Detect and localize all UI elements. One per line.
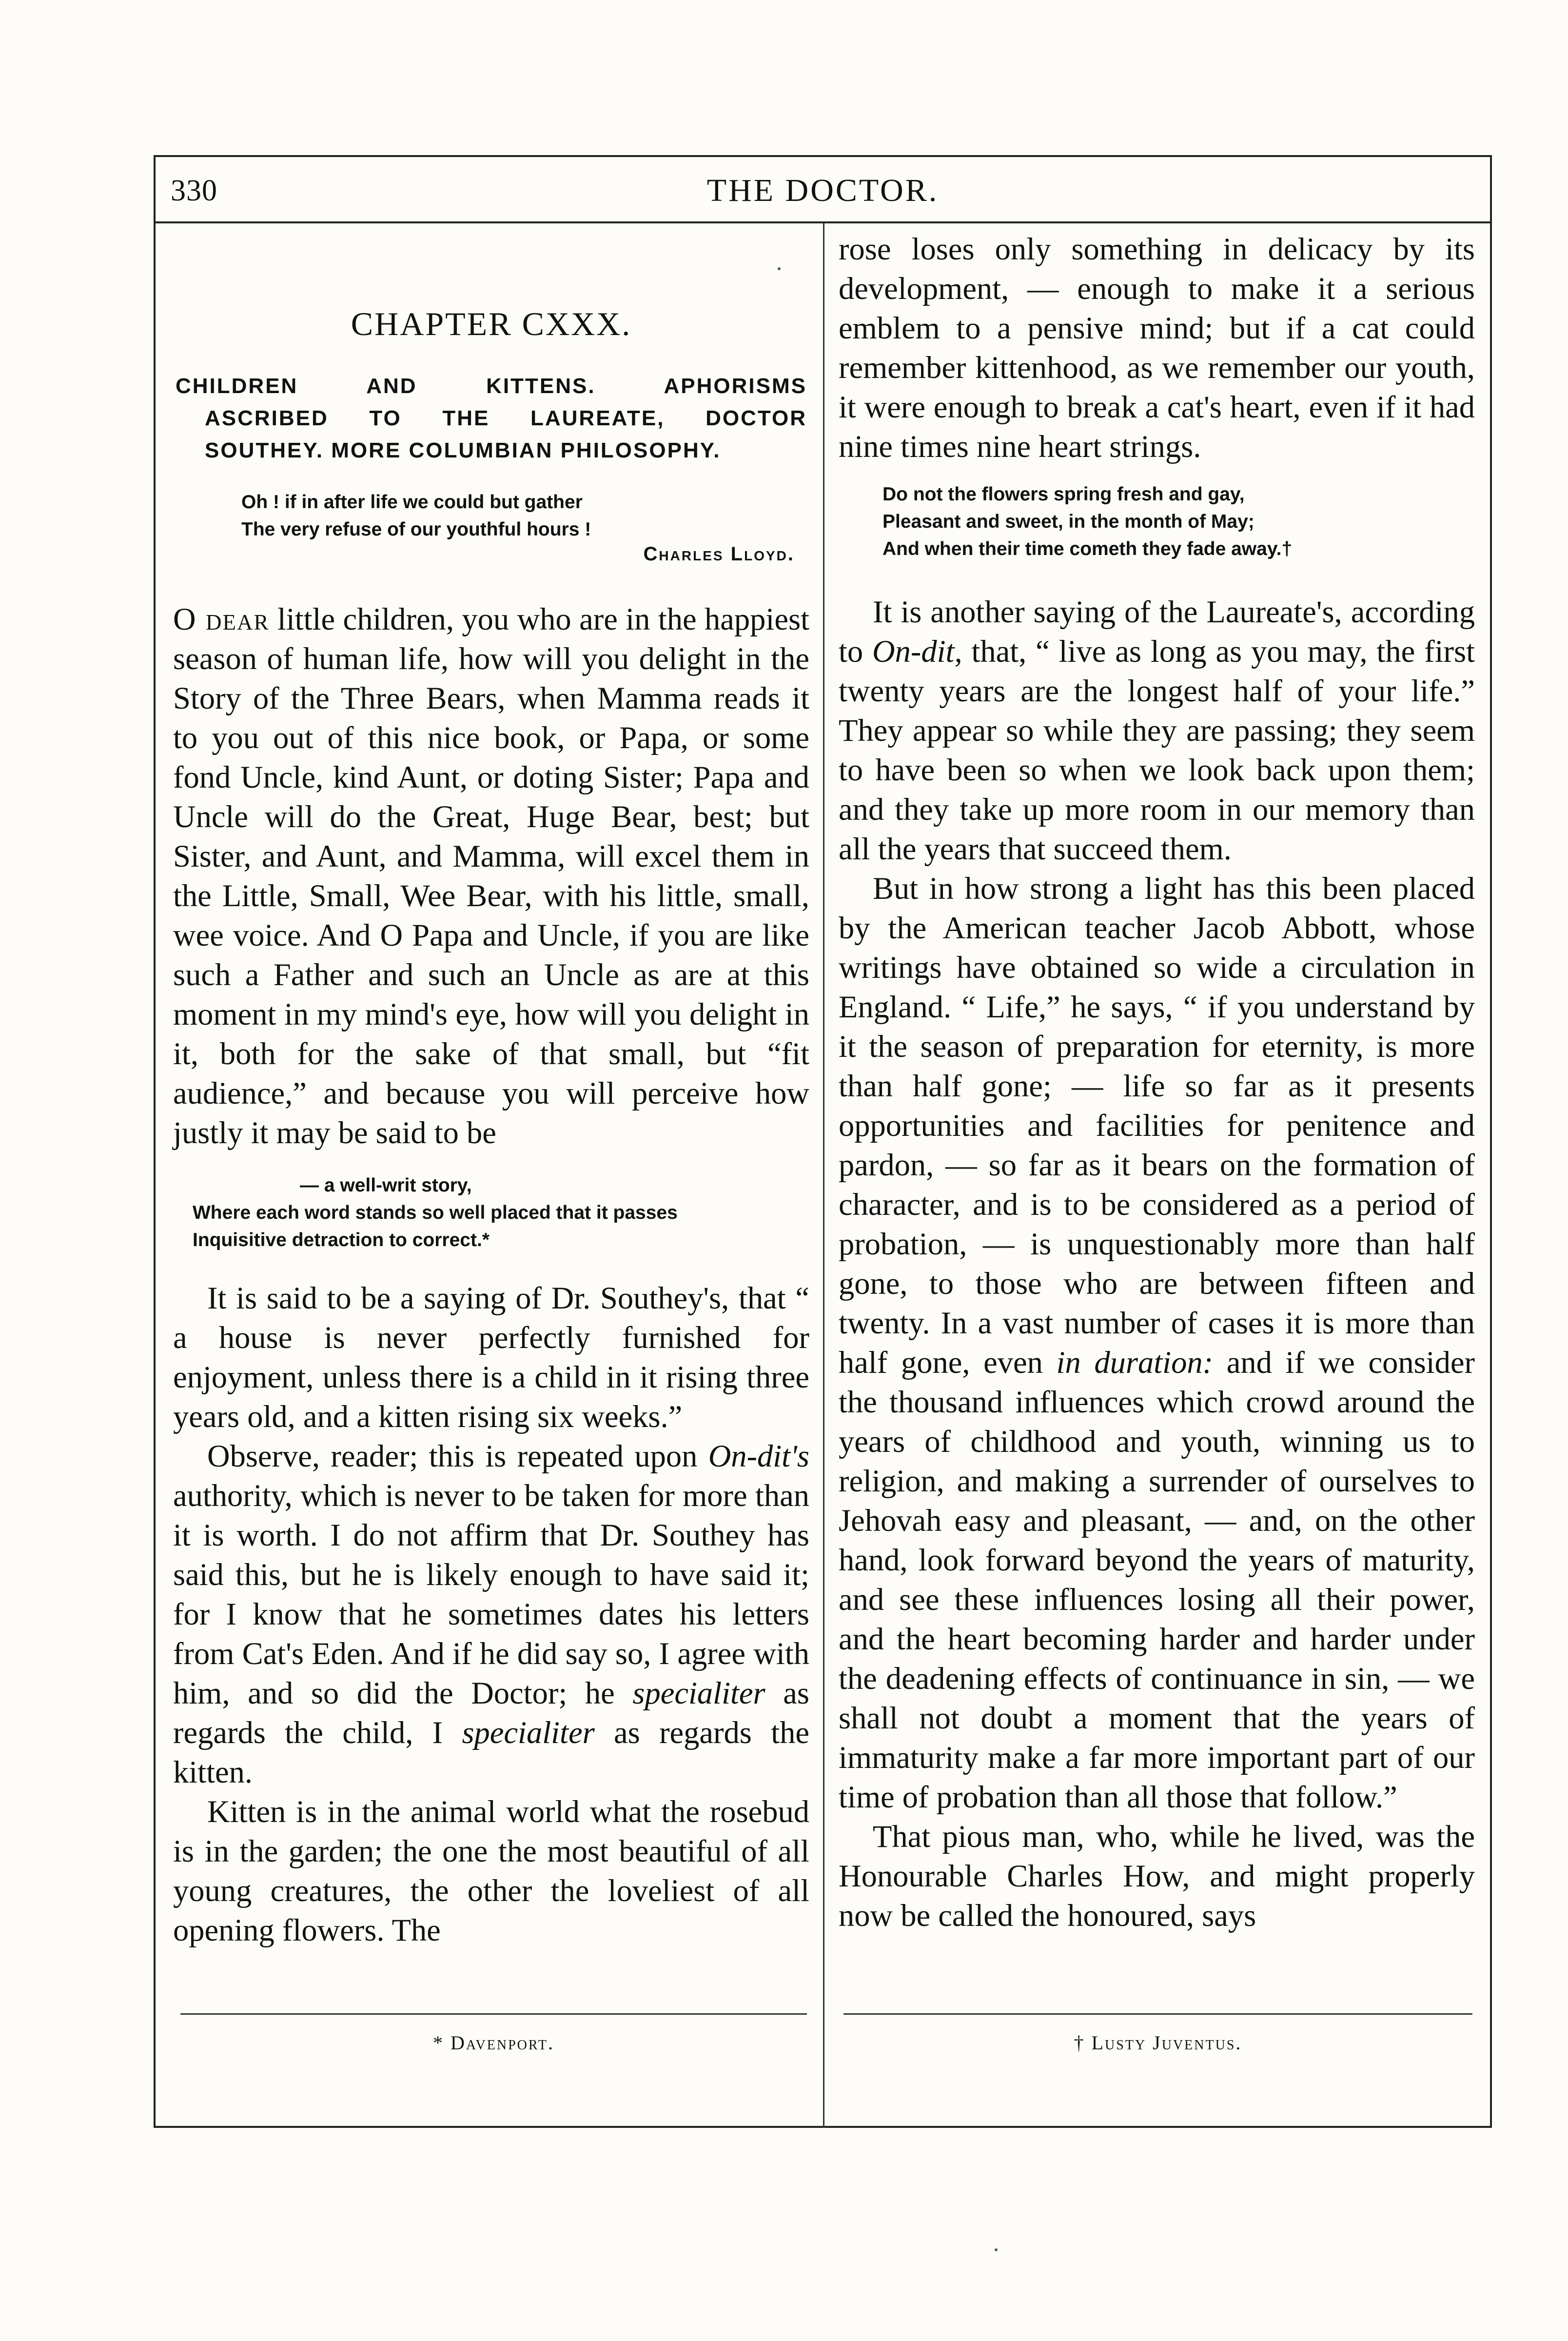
column-divider: [823, 223, 824, 2128]
paragraph: [173, 1436, 809, 1792]
paragraph: It is said to be a saying of Dr. Southey's, that “ a house is never perfectly furnished for enjoyment, unless there is a child in it rising three years old, and a kitten rising six weeks.”: [173, 1281, 809, 1434]
paragraph-text: Observe, reader; this is repeated upon: [207, 1439, 708, 1473]
chapter-summary: [173, 370, 809, 467]
quote-line: — a well-writ story,: [300, 1175, 472, 1196]
verse-quote: [839, 481, 1475, 563]
paragraph-text: as regards the child, I: [173, 1676, 809, 1750]
epigraph-line: Oh ! if in after life we could but gather: [241, 492, 583, 513]
summary-line: SOUTHEY. MORE COLUMBIAN PHILOSOPHY.: [205, 438, 721, 462]
paragraph-text: But in how strong a light has this been placed by the American teacher Jacob Abbott, whose writings have obtained so wide a circulation in England. “ Life,” he says, “ if you understand by it the season of preparation for eternity, is more than half gone; — life so far as it presents opportunities and facilities for penitence and pardon, — so far as it bears on the formation of character, and is to be considered as a period of probation, — is unquestionably more than half gone, to those who are between fifteen and twenty. In a vast number of cases it is more than half gone, even: [839, 871, 1475, 1380]
paragraph: [839, 869, 1475, 1817]
footnote-rule-left: [180, 2013, 807, 2015]
block-quote: [173, 1172, 809, 1254]
paragraph: [839, 592, 1475, 869]
ink-speck: [778, 267, 781, 270]
opening-words: O dear: [173, 602, 270, 636]
italic-text: specialiter: [462, 1715, 595, 1750]
paragraph: rose loses only something in delicacy by its development, — enough to make it a serious emblem to a pensive mind; but if a cat could remember kittenhood, as we remember our youth, it were enough to break a cat's heart, even if it had nine times nine heart strings.: [839, 232, 1475, 464]
paragraph-text: authority, which is never to be taken for more than it is worth. I do not affirm that Dr. Southey has said this, but he is likely enough to have said it; for I know that he sometimes dates his letters from Cat's Eden. And if he did say so, I agree with him, and so did the Doctor; he: [173, 1478, 809, 1710]
page-number: 330: [171, 174, 217, 207]
page-header: [154, 155, 1492, 223]
quote-line: Inquisitive detraction to correct.*: [193, 1230, 490, 1250]
paragraph-text: as regards the kitten.: [173, 1715, 809, 1789]
italic-text: On-dit,: [872, 634, 962, 669]
verse-line: Pleasant and sweet, in the month of May;: [882, 511, 1254, 532]
paragraph: Kitten is in the animal world what the rosebud is in the garden; the one the most beautiful of all young creatures, the other the loveliest of all opening flowers. The: [173, 1794, 809, 1947]
paragraph-text: little children, you who are in the happiest season of human life, how will you delight in the Story of the Three Bears, when Mamma reads it to you out of this nice book, or Papa, or some fond Uncle, kind Aunt, or doting Sister; Papa and Uncle will do the Great, Huge Bear, best; but Sister, and Aunt, and Mamma, will excel them in the Little, Small, Wee Bear, with his little, small, wee voice. And O Papa and Uncle, if you are like such a Father and such an Uncle as are at this moment in my mind's eye, how will you delight in it, both for the sake of that small, but “fit audience,” and because you will perceive how justly it may be said to be: [173, 602, 809, 1150]
footnote-left: * Davenport.: [433, 2032, 554, 2054]
left-column: [173, 229, 809, 1950]
paragraph-text: and if we consider the thousand influences which crowd around the years of childhood and youth, winning us to religion, and making a surrender of ourselves to Jehovah easy and pleasant, — and, on the other hand, look forward beyond the years of maturity, and see these influences losing all their power, and the heart becoming harder and harder under the deadening effects of continuance in sin, — we shall not doubt a moment that the years of immaturity make a far more important part of our time of probation than all those that follow.”: [839, 1345, 1475, 1814]
paragraph-text: that, “ live as long as you may, the first twenty years are the longest half of your life.” They appear so while they are passing; they seem to have been so when we look back upon them; and they take up more room in our memory than all the years that succeed them.: [839, 634, 1475, 866]
running-head: THE DOCTOR.: [706, 173, 939, 208]
footnote-right: † Lusty Juventus.: [1074, 2032, 1242, 2054]
right-column: [839, 229, 1475, 1935]
ink-speck: [995, 2248, 998, 2251]
italic-text: specialiter: [632, 1676, 765, 1710]
quote-line: Where each word stands so well placed that it passes: [193, 1202, 678, 1223]
italic-text: On-dit's: [708, 1439, 809, 1473]
paragraph-text: It is another saying of the Laureate's, according to: [839, 595, 1475, 669]
footnote-rule-right: [843, 2013, 1472, 2015]
epigraph-attribution: Charles Lloyd.: [643, 543, 795, 565]
epigraph-line: The very refuse of our youthful hours !: [241, 519, 591, 540]
paragraph: [173, 599, 809, 1152]
verse-line: And when their time cometh they fade away.†: [882, 538, 1293, 559]
chapter-title: CHAPTER CXXX.: [351, 305, 632, 342]
verse-line: Do not the flowers spring fresh and gay,: [882, 484, 1245, 505]
summary-line: CHILDREN AND KITTENS. APHORISMS: [176, 374, 807, 398]
summary-line: ASCRIBED TO THE LAUREATE, DOCTOR: [205, 406, 807, 430]
paragraph: That pious man, who, while he lived, was the Honourable Charles How, and might properly now be called the honoured, says: [839, 1819, 1475, 1933]
epigraph: [173, 489, 809, 565]
italic-text: in duration:: [1056, 1345, 1214, 1380]
